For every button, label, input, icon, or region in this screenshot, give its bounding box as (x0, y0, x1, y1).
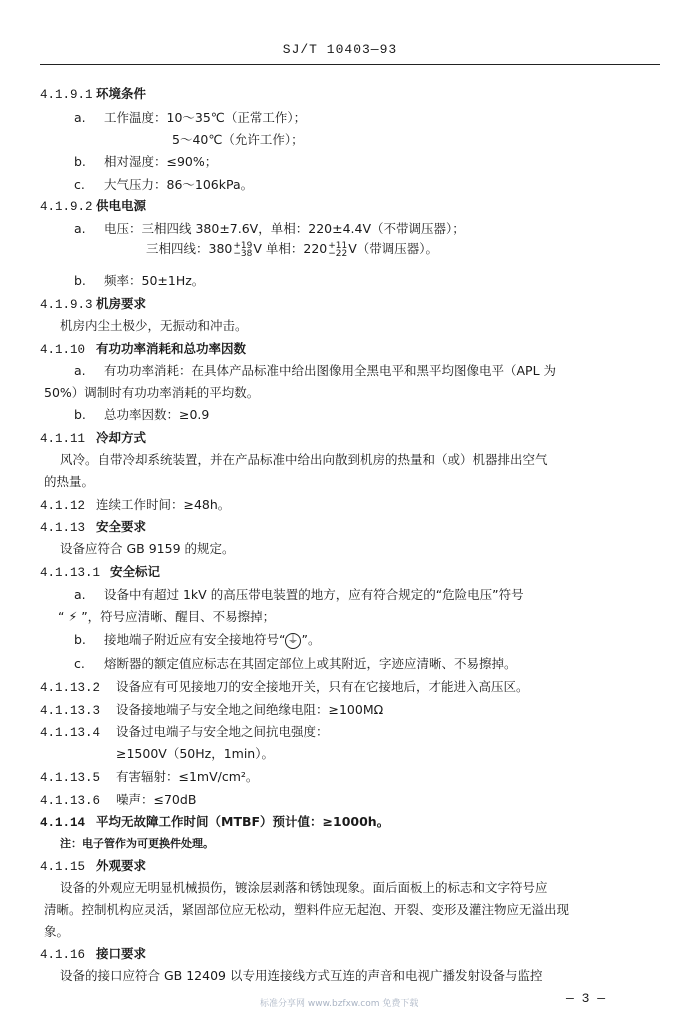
clause-4-1-13-3: 4.1.13.3 设备接地端子与安全地之间绝缘电阻：≥100MΩ (40, 702, 384, 718)
interface-text: 设备的接口应符合 GB 12409 以专用连接线方式互连的声音和电视广播发射设备与监控 (60, 968, 543, 983)
appearance-text-cont1: 清晰。控制机构应灵活，紧固部位应无松动，塑料件应无起泡、开裂、变形及灌注物应无溢出现 (44, 902, 570, 917)
item-active-power-cont: 50%）调制时有功功率消耗的平均数。 (44, 385, 260, 400)
clause-4-1-13-5: 4.1.13.5 有害辐射：≤1mV/cm²。 (40, 769, 259, 785)
item-hv-mark-cont: “ ⚡ ”，符号应清晰、醒目、不易擦掉； (58, 609, 276, 624)
item-power-factor: b. 总功率因数：≥0.9 (74, 407, 210, 422)
ground-symbol-icon (285, 633, 301, 649)
clause-4-1-10: 4.1.10 有功功率消耗和总功率因数 (40, 341, 247, 357)
clause-4-1-13-2: 4.1.13.2 设备应有可见接地刀的安全接地开关，只有在它接地后，才能进入高压区。 (40, 679, 529, 695)
room-requirement-text: 机房内尘土极少，无振动和冲击。 (60, 318, 248, 333)
clause-4-1-12: 4.1.12 连续工作时间：≥48h。 (40, 497, 231, 513)
clause-4-1-16: 4.1.16 接口要求 (40, 946, 147, 962)
item-frequency: b. 频率：50±1Hz。 (74, 273, 205, 288)
clause-4-1-9-2: 4.1.9.2 供电电源 (40, 198, 147, 214)
item-active-power: a. 有功功率消耗：在具体产品标准中给出图像用全黑电平和黑平均图像电平（APL 为 (74, 363, 557, 378)
cooling-text-cont: 的热量。 (44, 474, 95, 489)
item-fuse-mark: c. 熔断器的额定值应标志在其固定部位上或其附近，字迹应清晰、不易擦掉。 (74, 656, 517, 671)
cooling-text: 风冷。自带冷却系统装置，并在产品标准中给出向散到机房的热量和（或）机器排出空气 (60, 452, 548, 467)
safety-text: 设备应符合 GB 9159 的规定。 (60, 541, 235, 556)
item-humidity: b. 相对湿度：≤90%； (74, 154, 218, 169)
clause-4-1-13-4: 4.1.13.4 设备过电端子与安全地之间抗电强度： (40, 724, 329, 740)
item-voltage: a. 电压：三相四线 380±7.6V，单相：220±4.4V（不带调压器）； (74, 221, 465, 236)
header-rule (40, 64, 660, 65)
mtbf-note: 注：电子管作为可更换件处理。 (60, 837, 214, 850)
clause-4-1-11: 4.1.11 冷却方式 (40, 430, 147, 446)
clause-4-1-13-1: 4.1.13.1 安全标记 (40, 564, 161, 580)
clause-4-1-9-3: 4.1.9.3 机房要求 (40, 296, 147, 312)
item-work-temp: a. 工作温度：10～35℃（正常工作）； (74, 110, 307, 125)
item-hv-mark: a. 设备中有超过 1kV 的高压带电装置的地方，应有符合规定的“危险电压”符号 (74, 587, 524, 602)
appearance-text: 设备的外观应无明显机械损伤，镀涂层剥落和锈蚀现象。面后面板上的标志和文字符号应 (60, 880, 548, 895)
clause-4-1-9-1: 4.1.9.1 环境条件 (40, 86, 147, 102)
item-ground-mark: b. 接地端子附近应有安全接地符号“⏚ ”。 (74, 632, 680, 649)
item-voltage-regulated: 三相四线：380 +19 −38 V 单相：220 +11 −22 V（带调压器）。 (146, 240, 439, 259)
clause-4-1-14: 4.1.14 平均无故障工作时间（MTBF）预计值：≥1000h。 (40, 814, 390, 830)
item-work-temp-allowed: 5～40℃（允许工作）； (172, 132, 304, 147)
standard-code-header: SJ/T 10403—93 (282, 42, 398, 57)
appearance-text-cont2: 象。 (44, 924, 70, 939)
clause-4-1-13-6: 4.1.13.6 噪声：≤70dB (40, 792, 197, 808)
page-number: — 3 — (566, 991, 606, 1006)
withstand-voltage-value: ≥1500V（50Hz，1min）。 (116, 746, 274, 761)
watermark: 标准分享网 www.bzfxw.com 免费下载 (260, 999, 419, 1009)
clause-4-1-15: 4.1.15 外观要求 (40, 858, 147, 874)
item-pressure: c. 大气压力：86～106kPa。 (74, 177, 254, 192)
clause-4-1-13: 4.1.13 安全要求 (40, 519, 147, 535)
